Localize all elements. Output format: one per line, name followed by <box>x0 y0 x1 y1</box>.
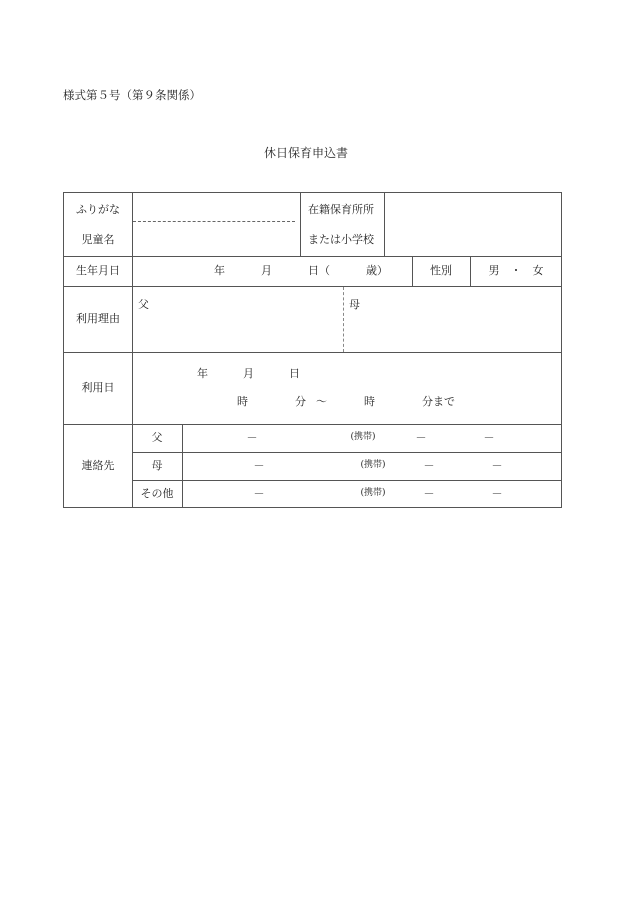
mobile-label: (携帯) <box>360 488 386 498</box>
reason-father: 父 <box>138 298 149 311</box>
dash: － <box>253 487 265 500</box>
hour-to: 時 <box>364 395 375 408</box>
furigana-field[interactable] <box>134 194 294 220</box>
birthdate-label: 生年月日 <box>76 264 120 277</box>
form-title: 休日保育申込書 <box>263 146 349 160</box>
school-label-2: または小学校 <box>308 233 374 246</box>
use-year: 年 <box>197 367 208 380</box>
dash: － <box>423 487 435 500</box>
dash: － <box>491 459 503 472</box>
contact-who: 母 <box>151 459 163 472</box>
dash: － <box>415 431 427 444</box>
mobile-label: (携帯) <box>360 460 386 470</box>
dash: － <box>253 459 265 472</box>
age: 歳） <box>366 264 388 277</box>
furigana-label: ふりがな <box>76 203 120 216</box>
use-date-label: 利用日 <box>81 381 115 394</box>
birth-month: 月 <box>261 264 272 277</box>
gender-options[interactable]: 男 ・ 女 <box>488 264 544 277</box>
dash: － <box>483 431 495 444</box>
child-name-field[interactable] <box>134 223 298 254</box>
gender-label: 性別 <box>430 264 452 277</box>
minute-to: 分まで <box>422 395 455 408</box>
reason-label: 利用理由 <box>76 312 120 325</box>
dash: － <box>491 487 503 500</box>
use-month: 月 <box>243 367 254 380</box>
form-number: 様式第５号（第９条関係） <box>63 88 201 102</box>
contact-who: 父 <box>151 431 163 444</box>
birth-year: 年 <box>214 264 225 277</box>
reason-mother: 母 <box>349 298 360 311</box>
contact-who: その他 <box>140 487 174 500</box>
school-field[interactable] <box>386 194 559 254</box>
mobile-label: (携帯) <box>350 432 376 442</box>
dash: － <box>423 459 435 472</box>
use-day: 日 <box>289 367 300 380</box>
minute-from: 分 <box>295 395 306 408</box>
birth-day: 日（ <box>308 264 330 277</box>
hour-from: 時 <box>237 395 248 408</box>
contact-label: 連絡先 <box>81 459 115 472</box>
tilde: ～ <box>316 395 327 408</box>
school-label-1: 在籍保育所所 <box>308 203 374 216</box>
dash: － <box>246 431 258 444</box>
child-name-label: 児童名 <box>81 233 115 246</box>
